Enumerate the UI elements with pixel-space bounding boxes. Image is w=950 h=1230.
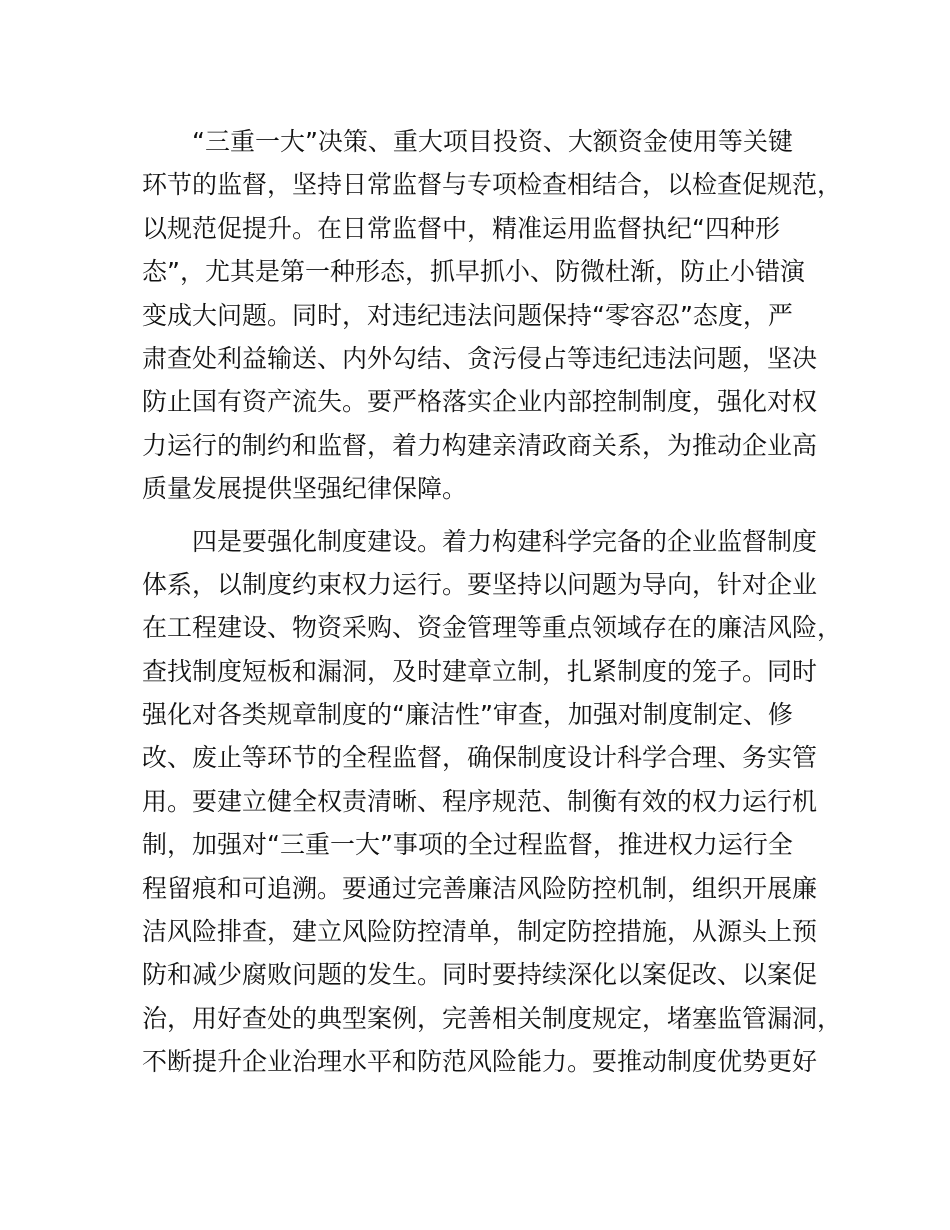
document-body xyxy=(142,120,842,1084)
text-line: 制，加强对“三重一大”事项的全过程监督，推进权力运行全 xyxy=(142,830,793,860)
text-line: 环节的监督，坚持日常监督与专项检查相结合，以检查促规范， xyxy=(142,170,843,200)
text-line: 变成大问题。同时，对违纪违法问题保持“零容忍”态度，严 xyxy=(142,300,793,330)
text-line: 防止国有资产流失。要严格落实企业内部控制制度，强化对权 xyxy=(142,387,818,417)
text-line: 质量发展提供坚强纪律保障。 xyxy=(142,474,468,504)
text-line: 改、废止等环节的全程监督，确保制度设计科学合理、务实管 xyxy=(142,743,818,773)
text-line: 四是要强化制度建设。着力构建科学完备的企业监督制度 xyxy=(192,526,818,556)
paragraph-spacer xyxy=(142,511,842,520)
text-line: 洁风险排查，建立风险防控清单，制定防控措施，从源头上预 xyxy=(142,917,818,947)
text-line: 治，用好查处的典型案例，完善相关制度规定，堵塞监管漏洞， xyxy=(142,1003,843,1033)
text-line: 防和减少腐败问题的发生。同时要持续深化以案促改、以案促 xyxy=(142,960,818,990)
text-line: 用。要建立健全权责清晰、程序规范、制衡有效的权力运行机 xyxy=(142,786,818,816)
text-line: 在工程建设、物资采购、资金管理等重点领域存在的廉洁风险， xyxy=(142,613,843,643)
text-line: 态”，尤其是第一种形态，抓早抓小、防微杜渐，防止小错演 xyxy=(142,257,805,287)
text-line: 力运行的制约和监督，着力构建亲清政商关系，为推动企业高 xyxy=(142,430,818,460)
text-line: 体系，以制度约束权力运行。要坚持以问题为导向，针对企业 xyxy=(142,569,818,599)
paragraph-1 xyxy=(142,120,842,511)
text-line: 肃查处利益输送、内外勾结、贪污侵占等违纪违法问题，坚决 xyxy=(142,343,818,373)
text-line: 程留痕和可追溯。要通过完善廉洁风险防控机制，组织开展廉 xyxy=(142,873,818,903)
paragraph-2 xyxy=(142,520,842,1084)
text-line: 以规范促提升。在日常监督中，精准运用监督执纪“四种形 xyxy=(142,213,780,243)
text-line: “三重一大”决策、重大项目投资、大额资金使用等关键 xyxy=(192,127,793,156)
text-line: 查找制度短板和漏洞，及时建章立制，扎紧制度的笼子。同时 xyxy=(142,656,818,686)
text-line: 不断提升企业治理水平和防范风险能力。要推动制度优势更好 xyxy=(142,1047,818,1077)
text-line: 强化对各类规章制度的“廉洁性”审查，加强对制度制定、修 xyxy=(142,700,793,730)
